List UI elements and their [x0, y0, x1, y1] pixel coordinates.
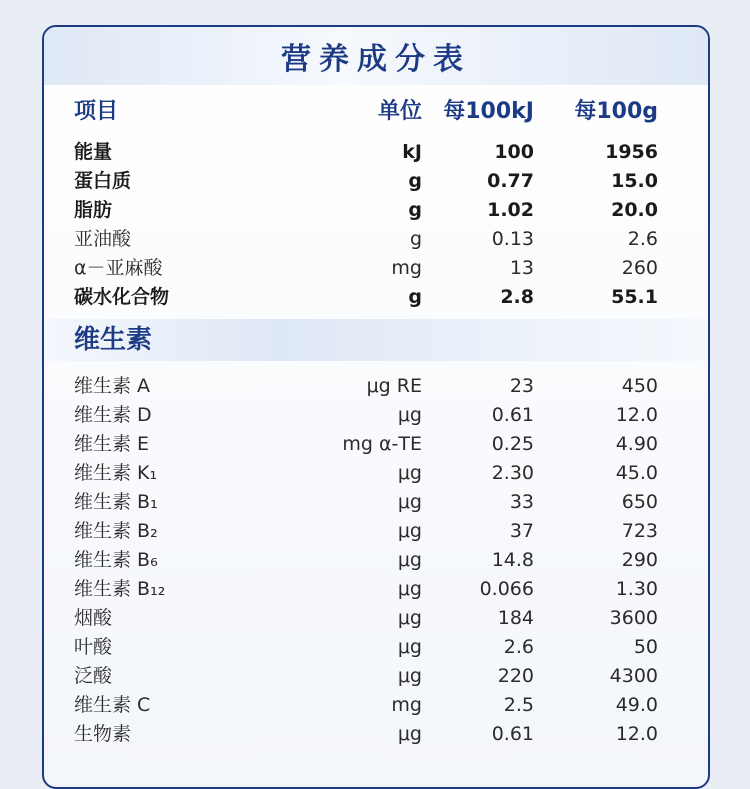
row-unit: μg: [397, 491, 422, 513]
row-per-kj: 0.77: [487, 170, 534, 192]
table-row: [44, 254, 708, 283]
row-unit: g: [408, 286, 422, 308]
row-name: 生物素: [74, 723, 132, 745]
table-row: [44, 167, 708, 196]
row-per-kj: 0.61: [491, 404, 534, 426]
row-per-g: 3600: [609, 607, 658, 629]
vitamin-section-title: 维生素: [74, 325, 153, 355]
row-per-g: 290: [621, 549, 658, 571]
row-unit: μg RE: [366, 375, 422, 397]
table-row: [44, 372, 708, 401]
row-per-g: 12.0: [615, 723, 658, 745]
row-per-kj: 2.5: [503, 694, 534, 716]
page-title: 营养成分表: [281, 42, 471, 77]
header-per-g: 每100g: [574, 99, 658, 124]
table-row: [44, 720, 708, 749]
row-per-kj: 0.13: [491, 228, 534, 250]
row-unit: mg α-TE: [342, 433, 422, 455]
row-per-g: 15.0: [611, 170, 658, 192]
row-unit: μg: [397, 578, 422, 600]
table-row: [44, 196, 708, 225]
row-unit: mg: [391, 694, 422, 716]
table-row: [44, 604, 708, 633]
row-name: 叶酸: [74, 636, 113, 658]
row-unit: μg: [397, 665, 422, 687]
row-per-kj: 37: [509, 520, 534, 542]
row-name: 维生素 B₁₂: [74, 578, 166, 600]
row-per-g: 650: [621, 491, 658, 513]
row-name: 泛酸: [74, 665, 113, 687]
row-name: 烟酸: [74, 607, 113, 629]
row-per-g: 49.0: [615, 694, 658, 716]
row-per-g: 1956: [605, 141, 658, 163]
row-per-kj: 1.02: [487, 199, 534, 221]
table-row: [44, 459, 708, 488]
row-per-kj: 13: [509, 257, 534, 279]
table-row: [44, 225, 708, 254]
row-per-g: 723: [621, 520, 658, 542]
row-unit: g: [408, 170, 422, 192]
header-item: 项目: [74, 99, 119, 124]
row-name: 亚油酸: [74, 228, 132, 250]
table-row: [44, 430, 708, 459]
nutrition-table-card: [42, 25, 710, 789]
row-per-kj: 2.30: [491, 462, 534, 484]
table-row: [44, 575, 708, 604]
row-per-g: 12.0: [615, 404, 658, 426]
row-name: 维生素 B₁: [74, 491, 158, 513]
table-row: [44, 633, 708, 662]
row-name: 维生素 E: [74, 433, 150, 455]
table-header: [44, 97, 708, 126]
row-per-kj: 184: [497, 607, 534, 629]
row-per-kj: 2.8: [500, 286, 534, 308]
header-unit: 单位: [377, 99, 422, 124]
title-bar: [44, 27, 708, 85]
row-unit: g: [408, 199, 422, 221]
row-per-kj: 2.6: [503, 636, 534, 658]
row-unit: mg: [391, 257, 422, 279]
row-per-kj: 0.066: [479, 578, 534, 600]
row-unit: kJ: [402, 141, 422, 163]
table-row: [44, 691, 708, 720]
row-name: 维生素 K₁: [74, 462, 158, 484]
row-unit: μg: [397, 404, 422, 426]
row-unit: g: [409, 228, 422, 250]
row-name: 脂肪: [74, 199, 113, 221]
row-name: 维生素 B₂: [74, 520, 158, 542]
row-per-kj: 33: [509, 491, 534, 513]
table-row: [44, 488, 708, 517]
table-row: [44, 662, 708, 691]
row-name: 蛋白质: [74, 170, 132, 192]
row-name: 碳水化合物: [74, 286, 170, 308]
row-name: α－亚麻酸: [74, 257, 163, 279]
row-per-g: 50: [633, 636, 658, 658]
row-unit: μg: [397, 462, 422, 484]
row-per-kj: 100: [494, 141, 534, 163]
row-name: 维生素 A: [74, 375, 151, 397]
vitamin-section-band: [44, 319, 708, 361]
row-unit: μg: [397, 607, 422, 629]
row-per-g: 4300: [609, 665, 658, 687]
header-per-kj: 每100kJ: [443, 99, 534, 124]
row-per-kj: 0.61: [491, 723, 534, 745]
row-unit: μg: [397, 549, 422, 571]
row-unit: μg: [397, 520, 422, 542]
row-per-g: 55.1: [611, 286, 658, 308]
row-per-g: 20.0: [611, 199, 658, 221]
row-name: 维生素 B₆: [74, 549, 158, 571]
row-unit: μg: [397, 636, 422, 658]
row-per-g: 4.90: [615, 433, 658, 455]
table-row: [44, 401, 708, 430]
row-per-kj: 23: [509, 375, 534, 397]
row-per-g: 450: [621, 375, 658, 397]
table-row: [44, 517, 708, 546]
row-per-kj: 0.25: [491, 433, 534, 455]
row-per-g: 45.0: [615, 462, 658, 484]
row-name: 维生素 D: [74, 404, 152, 426]
row-per-kj: 220: [497, 665, 534, 687]
row-name: 维生素 C: [74, 694, 151, 716]
row-unit: μg: [397, 723, 422, 745]
table-row: [44, 546, 708, 575]
table-row: [44, 138, 708, 167]
row-per-kj: 14.8: [491, 549, 534, 571]
row-per-g: 1.30: [615, 578, 658, 600]
row-per-g: 2.6: [627, 228, 658, 250]
row-per-g: 260: [621, 257, 658, 279]
table-row: [44, 283, 708, 312]
row-name: 能量: [74, 141, 113, 163]
